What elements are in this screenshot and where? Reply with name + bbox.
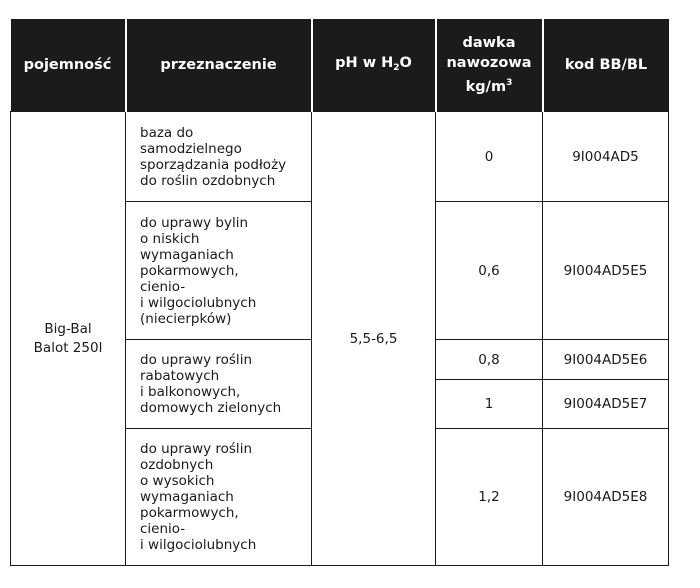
table-row	[11, 112, 669, 202]
code-cell: 9I004AD5E6	[543, 340, 669, 380]
dose-cell: 1	[436, 380, 543, 429]
header-dose-sup: 3	[506, 78, 513, 88]
dose-cell: 0,6	[436, 202, 543, 340]
product-table	[10, 19, 669, 566]
capacity-cell	[11, 112, 126, 566]
header-capacity: pojemność	[11, 19, 126, 112]
header-ph-sub: 2	[393, 62, 400, 73]
purpose-text: do uprawy roślin ozdobnych o wysokich wymaganiach pokarmowych, cienio- i wilgociolubnych	[140, 441, 257, 553]
dose-cell: 0	[436, 112, 543, 202]
header-purpose: przeznaczenie	[126, 19, 312, 112]
header-dose-line3: kg/m	[465, 79, 507, 95]
purpose-cell	[126, 340, 312, 429]
code-cell: 9I004AD5E8	[543, 429, 669, 566]
purpose-cell	[126, 112, 312, 202]
dose-cell: 0,8	[436, 340, 543, 380]
code-cell: 9I004AD5E5	[543, 202, 669, 340]
purpose-text: baza do samodzielnego sporządzania podłoży do roślin ozdobnych	[140, 124, 287, 189]
purpose-cell	[126, 202, 312, 340]
header-ph	[312, 19, 436, 112]
ph-cell: 5,5-6,5	[312, 112, 436, 566]
header-dose-line1: dawka	[462, 35, 516, 51]
header-dose	[436, 19, 543, 112]
code-cell: 9I004AD5E7	[543, 380, 669, 429]
code-cell: 9I004AD5	[543, 112, 669, 202]
header-ph-end: O	[399, 54, 412, 71]
header-ph-main: pH w H	[335, 54, 394, 71]
purpose-text: do uprawy bylin o niskich wymaganiach pokarmowych, cienio- i wilgociolubnych (niecierpków)	[140, 214, 257, 327]
header-dose-line2: nawozowa	[446, 55, 532, 71]
capacity-text: Big-Bal Balot 250l	[33, 320, 103, 356]
purpose-text: do uprawy roślin rabatowych i balkonowych, domowych zielonych	[140, 352, 282, 416]
dose-cell: 1,2	[436, 429, 543, 566]
header-code: kod BB/BL	[543, 19, 669, 112]
purpose-cell	[126, 429, 312, 566]
table-header-row	[11, 19, 669, 112]
